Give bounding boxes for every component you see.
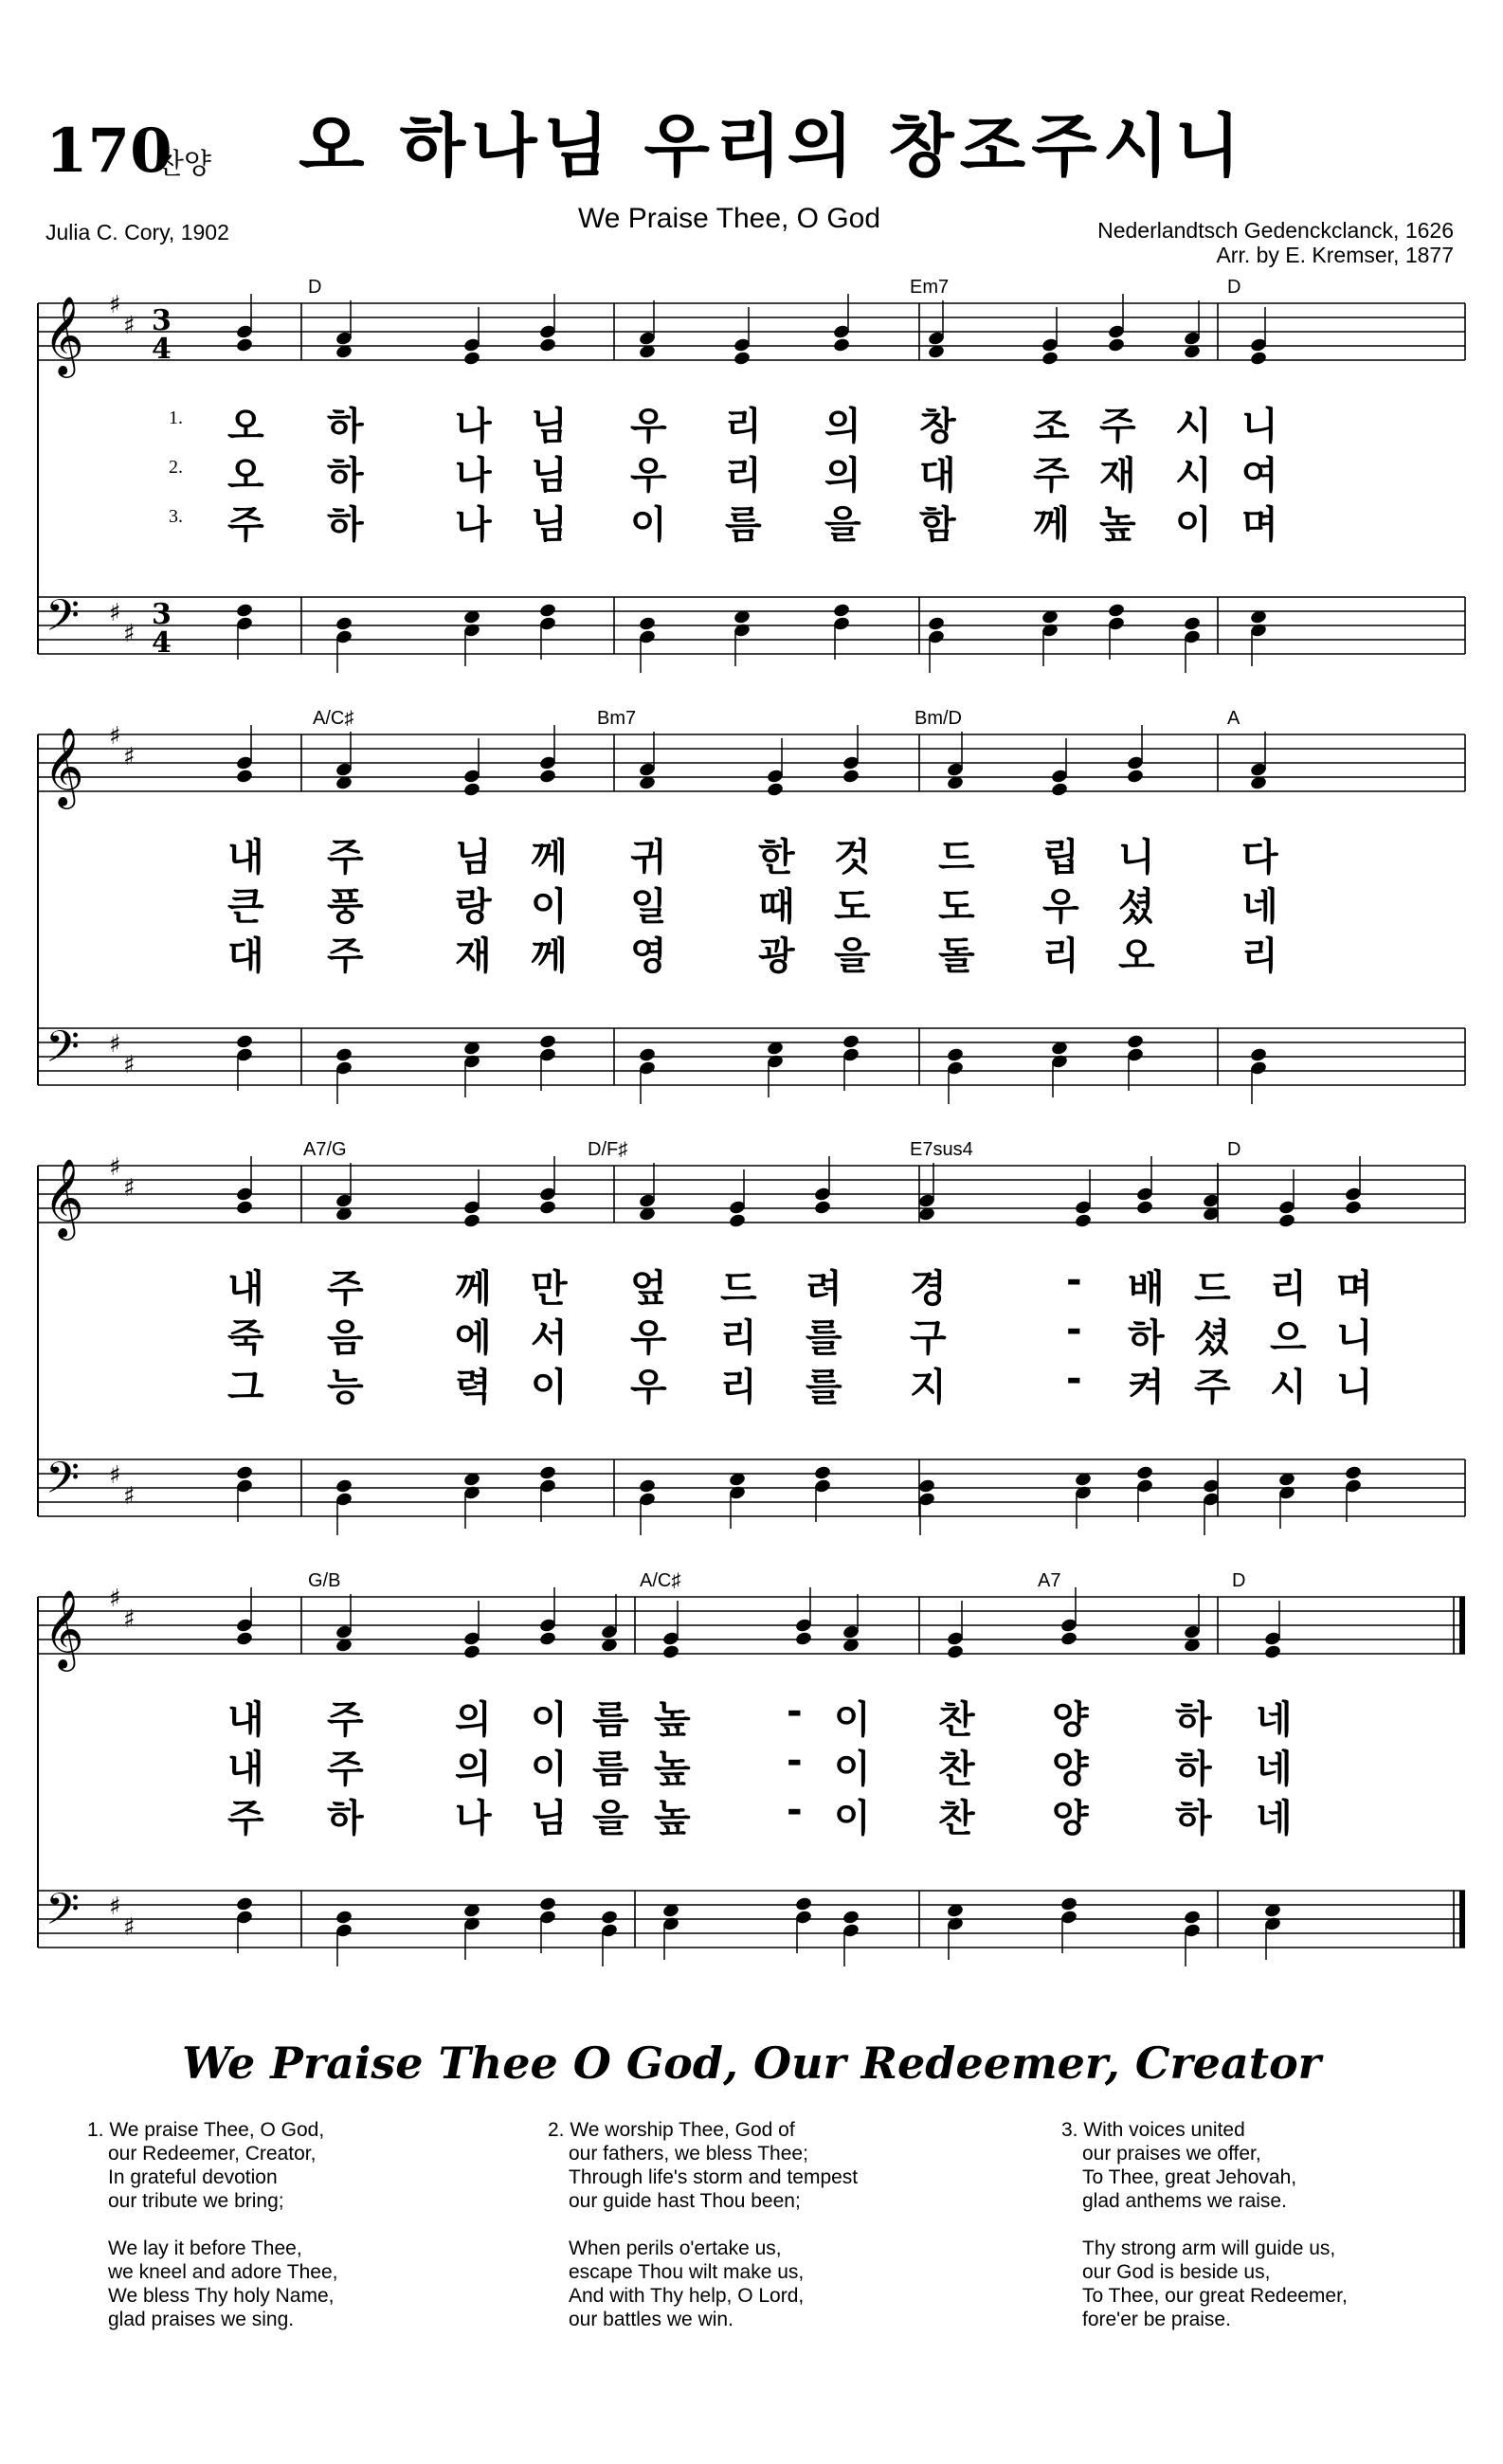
- verse-number: 2.: [169, 457, 183, 478]
- time-signature-denominator: 4: [152, 626, 172, 660]
- bass-clef-icon: 𝄢: [45, 1022, 81, 1083]
- lyric-syllable: 돌: [938, 934, 975, 978]
- bass-notehead: [832, 603, 850, 619]
- lyric-syllable: 하: [327, 405, 364, 448]
- lyric-syllable: 우: [630, 454, 667, 498]
- bass-notehead: [335, 1910, 353, 1926]
- bass-notehead: [1183, 616, 1201, 632]
- lyric-syllable: 의: [455, 1748, 492, 1791]
- lyric-syllable: 엎: [630, 1267, 667, 1311]
- lyric-syllable: 죽: [227, 1316, 264, 1360]
- lyric-syllable: 높: [1099, 503, 1136, 547]
- chord-symbol: G/B: [308, 1570, 341, 1591]
- bass-notehead: [600, 1910, 618, 1926]
- treble-notehead: [766, 782, 784, 798]
- bass-notehead: [638, 616, 656, 632]
- lyric-syllable: 께: [455, 1267, 492, 1311]
- treble-notehead: [1059, 1631, 1077, 1647]
- music-system-2: [0, 708, 1503, 1114]
- lyric-syllable: 경: [910, 1267, 947, 1311]
- stanza-spacer: [87, 2213, 337, 2237]
- chord-symbol: A: [1227, 708, 1240, 729]
- treble-notehead: [462, 782, 480, 798]
- sharp-icon: ♯: [109, 1585, 121, 1613]
- stanza-line: 1. We praise Thee, O God,: [87, 2119, 325, 2141]
- lyric-syllable: 높: [654, 1698, 691, 1742]
- lyric-syllable: 주: [227, 1797, 264, 1840]
- lyric-syllable: 주: [1099, 405, 1136, 448]
- treble-notehead: [235, 1200, 253, 1216]
- stanza-line: our praises we offer,: [1082, 2143, 1261, 2165]
- lyric-syllable: 대: [227, 934, 264, 978]
- lyric-syllable: -: [787, 1690, 803, 1733]
- lyric-syllable: -: [787, 1788, 803, 1832]
- lyric-syllable: 하: [1175, 1748, 1212, 1791]
- verse-number: 3.: [169, 506, 183, 527]
- sharp-icon: ♯: [123, 1913, 136, 1942]
- bass-notehead: [335, 1478, 353, 1495]
- treble-notehead: [1263, 1644, 1281, 1660]
- lyric-syllable: 오: [227, 454, 264, 498]
- lyric-syllable: 를: [806, 1316, 842, 1360]
- lyric-syllable: 께: [531, 934, 568, 978]
- lyric-syllable: 내: [227, 1267, 264, 1311]
- treble-notehead: [794, 1631, 812, 1647]
- lyric-syllable: 이: [834, 1748, 871, 1791]
- lyric-syllable: 에: [455, 1316, 492, 1360]
- bass-notehead: [1135, 1465, 1153, 1481]
- stanza-line: Through life's storm and tempest: [569, 2166, 859, 2188]
- bass-notehead: [946, 1047, 964, 1063]
- lyric-syllable: 의: [824, 405, 861, 448]
- bass-notehead: [813, 1465, 831, 1481]
- bass-notehead: [235, 1465, 253, 1481]
- lyric-syllable: 네: [1256, 1698, 1293, 1742]
- lyric-syllable: 나: [455, 454, 492, 498]
- stanza-line: When perils o'ertake us,: [569, 2238, 782, 2259]
- lyric-syllable: 귀: [630, 836, 667, 879]
- bass-notehead: [235, 1034, 253, 1050]
- bass-notehead: [638, 1047, 656, 1063]
- bass-notehead: [235, 603, 253, 619]
- lyric-syllable: 네: [1256, 1748, 1293, 1791]
- lyric-syllable: 이: [531, 1698, 568, 1742]
- stanza-line: we kneel and adore Thee,: [108, 2261, 338, 2283]
- treble-notehead: [1107, 337, 1125, 353]
- lyric-syllable: 나: [455, 405, 492, 448]
- lyric-syllable: 리: [1241, 934, 1278, 978]
- lyric-syllable: 하: [1175, 1698, 1212, 1742]
- sharp-icon: ♯: [123, 1605, 136, 1634]
- stanza-line: fore'er be praise.: [1082, 2309, 1231, 2330]
- bass-notehead: [538, 1465, 556, 1481]
- hymn-title-korean: 오 하나님 우리의 창조주시니: [299, 106, 1246, 186]
- stanza-line: our Redeemer, Creator,: [108, 2143, 317, 2165]
- sharp-icon: ♯: [123, 1051, 136, 1079]
- stanza-spacer: [1061, 2213, 1348, 2237]
- lyric-syllable: 양: [1052, 1797, 1089, 1840]
- music-system-1: [0, 277, 1503, 682]
- lyric-syllable: 만: [531, 1267, 568, 1311]
- lyric-syllable: 니: [1241, 405, 1278, 448]
- treble-notehead: [1074, 1213, 1092, 1229]
- stanza-line: 3. With voices united: [1061, 2119, 1245, 2141]
- treble-notehead: [1041, 351, 1059, 367]
- stanza-spacer: [548, 2213, 858, 2237]
- lyric-syllable: 이: [531, 1366, 568, 1409]
- treble-notehead: [1344, 1200, 1362, 1216]
- lyric-syllable: 그: [227, 1366, 264, 1409]
- chord-symbol: E7sus4: [910, 1139, 973, 1160]
- stanza-line: our God is beside us,: [1082, 2261, 1271, 2283]
- lyric-syllable: 며: [1336, 1267, 1373, 1311]
- treble-clef-icon: 𝄞: [44, 1157, 84, 1237]
- lyric-syllable: 하: [327, 454, 364, 498]
- bass-notehead: [927, 616, 945, 632]
- bass-notehead: [1107, 603, 1125, 619]
- lyric-syllable: 주: [327, 1748, 364, 1791]
- hymn-category-label: 찬양: [156, 148, 211, 181]
- treble-notehead: [842, 769, 860, 785]
- chord-symbol: D: [308, 277, 322, 298]
- treble-notehead: [462, 1644, 480, 1660]
- lyric-syllable: 드: [720, 1267, 757, 1311]
- time-signature-numerator: 3: [152, 304, 172, 337]
- lyric-syllable: -: [1066, 1308, 1082, 1351]
- bass-notehead: [917, 1478, 935, 1495]
- treble-notehead: [538, 769, 556, 785]
- lyric-syllable: 내: [227, 1748, 264, 1791]
- lyric-syllable: 한: [758, 836, 795, 879]
- lyric-syllable: 을: [834, 934, 871, 978]
- hymn-number: 170: [45, 116, 172, 187]
- lyric-syllable: 우: [1042, 885, 1079, 929]
- treble-clef-icon: 𝄞: [44, 1588, 84, 1668]
- lyricist-credit: Julia C. Cory, 1902: [45, 220, 229, 245]
- lyric-syllable: 주: [327, 836, 364, 879]
- lyric-syllable: 도: [938, 885, 975, 929]
- lyric-syllable: 네: [1256, 1797, 1293, 1840]
- sharp-icon: ♯: [109, 1030, 121, 1059]
- chord-symbol: A7: [1038, 1570, 1061, 1591]
- lyric-syllable: 주: [1033, 454, 1070, 498]
- lyric-syllable: 높: [654, 1797, 691, 1840]
- lyric-syllable: 리: [725, 405, 762, 448]
- lyric-syllable: 며: [1241, 503, 1278, 547]
- chord-symbol: A/C♯: [313, 708, 354, 729]
- bass-clef-icon: 𝄢: [45, 590, 81, 652]
- lyric-syllable: 주: [327, 1267, 364, 1311]
- sharp-icon: ♯: [109, 1153, 121, 1182]
- chord-symbol: D: [1227, 1139, 1241, 1160]
- lyric-syllable: 시: [1175, 454, 1212, 498]
- lyric-syllable: 하: [1128, 1316, 1165, 1360]
- stanza-line: glad anthems we raise.: [1082, 2190, 1287, 2212]
- sharp-icon: ♯: [123, 1174, 136, 1203]
- lyric-syllable: 내: [227, 1698, 264, 1742]
- lyric-syllable: 여: [1241, 454, 1278, 498]
- lyric-syllable: 큰: [227, 885, 264, 929]
- lyric-syllable: 재: [1099, 454, 1136, 498]
- lyric-syllable: 찬: [938, 1797, 975, 1840]
- chord-symbol: D: [1232, 1570, 1246, 1591]
- stanza-line: our guide hast Thou been;: [569, 2190, 801, 2212]
- treble-clef-icon: 𝄞: [44, 726, 84, 806]
- bass-notehead: [1183, 1910, 1201, 1926]
- lyric-syllable: 광: [758, 934, 795, 978]
- treble-notehead: [235, 337, 253, 353]
- lyric-syllable: 주: [327, 934, 364, 978]
- lyric-syllable: 으: [1270, 1316, 1307, 1360]
- stanza-line: In grateful devotion: [108, 2166, 278, 2188]
- lyric-syllable: 드: [1194, 1267, 1231, 1311]
- english-stanza-1: [87, 2118, 337, 2331]
- lyric-syllable: 주: [327, 1698, 364, 1742]
- lyric-syllable: 서: [531, 1316, 568, 1360]
- lyric-syllable: 함: [919, 503, 956, 547]
- stanza-line: We lay it before Thee,: [108, 2238, 302, 2259]
- lyric-syllable: 찬: [938, 1748, 975, 1791]
- lyric-syllable: 립: [1042, 836, 1079, 879]
- bass-notehead: [842, 1910, 860, 1926]
- lyric-syllable: 리: [1270, 1267, 1307, 1311]
- lyric-syllable: 이: [834, 1698, 871, 1742]
- english-stanza-2: [548, 2118, 858, 2331]
- treble-notehead: [946, 1644, 964, 1660]
- lyric-syllable: 찬: [938, 1698, 975, 1742]
- english-title: We Praise Thee O God, Our Redeemer, Creator: [182, 2038, 1321, 2089]
- sharp-icon: ♯: [109, 722, 121, 751]
- lyric-syllable: 의: [824, 454, 861, 498]
- lyric-syllable: 려: [806, 1267, 842, 1311]
- lyric-syllable: 이: [630, 503, 667, 547]
- sharp-icon: ♯: [109, 1893, 121, 1921]
- treble-notehead: [1050, 782, 1068, 798]
- chord-symbol: A7/G: [303, 1139, 347, 1160]
- lyric-syllable: 다: [1241, 836, 1278, 879]
- bass-notehead: [842, 1034, 860, 1050]
- chord-symbol: Bm7: [597, 708, 637, 729]
- lyric-syllable: 을: [592, 1797, 629, 1840]
- lyric-syllable: 셨: [1118, 885, 1155, 929]
- sharp-icon: ♯: [123, 312, 136, 340]
- chord-symbol: Em7: [910, 277, 950, 298]
- lyric-syllable: 이: [531, 885, 568, 929]
- stanza-line: 2. We worship Thee, God of: [548, 2119, 795, 2141]
- lyric-syllable: -: [1066, 1357, 1082, 1401]
- lyric-syllable: 이: [531, 1748, 568, 1791]
- treble-notehead: [832, 337, 850, 353]
- lyric-syllable: 하: [327, 1797, 364, 1840]
- lyric-syllable: 리: [725, 454, 762, 498]
- arranger: Arr. by E. Kremser, 1877: [1216, 243, 1454, 267]
- lyric-syllable: 하: [327, 503, 364, 547]
- lyric-syllable: 름: [592, 1698, 629, 1742]
- treble-notehead: [1249, 351, 1267, 367]
- treble-notehead: [462, 1213, 480, 1229]
- music-system-4: [0, 1570, 1503, 1976]
- lyric-syllable: 리: [720, 1366, 757, 1409]
- treble-notehead: [661, 1644, 679, 1660]
- verse-number: 1.: [169, 408, 183, 428]
- bass-notehead: [1059, 1896, 1077, 1912]
- sharp-icon: ♯: [123, 743, 136, 771]
- stanza-line: To Thee, great Jehovah,: [1082, 2166, 1297, 2188]
- lyric-syllable: 우: [630, 1366, 667, 1409]
- lyric-syllable: 주: [1194, 1366, 1231, 1409]
- treble-notehead: [538, 1200, 556, 1216]
- lyric-syllable: 일: [630, 885, 667, 929]
- lyric-syllable: 도: [834, 885, 871, 929]
- composer-credit: [1097, 218, 1454, 267]
- lyric-syllable: 니: [1118, 836, 1155, 879]
- treble-notehead: [235, 1631, 253, 1647]
- lyric-syllable: 님: [531, 503, 568, 547]
- chord-symbol: D/F♯: [588, 1139, 628, 1160]
- chord-symbol: D: [1227, 277, 1241, 298]
- lyric-syllable: 네: [1241, 885, 1278, 929]
- sharp-icon: ♯: [123, 1482, 136, 1511]
- lyric-syllable: 지: [910, 1366, 947, 1409]
- lyric-syllable: 높: [654, 1748, 691, 1791]
- lyric-syllable: 풍: [327, 885, 364, 929]
- stanza-line: glad praises we sing.: [108, 2309, 295, 2330]
- stanza-line: Thy strong arm will guide us,: [1082, 2238, 1336, 2259]
- lyric-syllable: 님: [531, 454, 568, 498]
- lyric-syllable: 창: [919, 405, 956, 448]
- treble-notehead: [235, 769, 253, 785]
- lyric-syllable: 께: [531, 836, 568, 879]
- treble-notehead: [1135, 1200, 1153, 1216]
- bass-notehead: [335, 1047, 353, 1063]
- treble-notehead: [733, 351, 751, 367]
- composer-source: Nederlandtsch Gedenckclanck, 1626: [1097, 218, 1454, 243]
- lyric-syllable: 대: [919, 454, 956, 498]
- time-signature-numerator: 3: [152, 598, 172, 631]
- lyric-syllable: 우: [630, 405, 667, 448]
- lyric-syllable: 양: [1052, 1748, 1089, 1791]
- lyric-syllable: 구: [910, 1316, 947, 1360]
- bass-notehead: [1344, 1465, 1362, 1481]
- lyric-syllable: 셨: [1194, 1316, 1231, 1360]
- lyric-syllable: 드: [938, 836, 975, 879]
- treble-notehead: [462, 351, 480, 367]
- treble-notehead: [728, 1213, 746, 1229]
- lyric-syllable: 영: [630, 934, 667, 978]
- lyric-syllable: 하: [1175, 1797, 1212, 1840]
- lyric-syllable: 이: [834, 1797, 871, 1840]
- bass-notehead: [235, 1896, 253, 1912]
- stanza-line: our battles we win.: [569, 2309, 733, 2330]
- sharp-icon: ♯: [109, 291, 121, 319]
- lyric-syllable: -: [787, 1739, 803, 1783]
- treble-notehead: [1277, 1213, 1295, 1229]
- lyric-syllable: -: [1066, 1259, 1082, 1302]
- lyric-syllable: 조: [1033, 405, 1070, 448]
- stanza-line: escape Thou wilt make us,: [569, 2261, 805, 2283]
- sharp-icon: ♯: [109, 1461, 121, 1490]
- chord-symbol: Bm/D: [914, 708, 962, 729]
- lyric-syllable: 나: [455, 1797, 492, 1840]
- lyric-syllable: 니: [1336, 1366, 1373, 1409]
- lyric-syllable: 을: [824, 503, 861, 547]
- treble-notehead: [538, 1631, 556, 1647]
- lyric-syllable: 오: [1118, 934, 1155, 978]
- bass-notehead: [538, 603, 556, 619]
- stanza-line: our fathers, we bless Thee;: [569, 2143, 808, 2165]
- lyric-syllable: 양: [1052, 1698, 1089, 1742]
- lyric-syllable: 름: [592, 1748, 629, 1791]
- lyric-syllable: 내: [227, 836, 264, 879]
- bass-notehead: [794, 1896, 812, 1912]
- sharp-icon: ♯: [123, 620, 136, 648]
- time-signature-denominator: 4: [152, 333, 172, 366]
- lyric-syllable: 님: [455, 836, 492, 879]
- bass-notehead: [1249, 1047, 1267, 1063]
- music-system-3: [0, 1139, 1503, 1545]
- lyric-syllable: 주: [227, 503, 264, 547]
- stanza-line: And with Thy help, O Lord,: [569, 2285, 805, 2307]
- treble-notehead: [1126, 769, 1144, 785]
- chord-symbol: A/C♯: [640, 1570, 681, 1591]
- lyric-syllable: 배: [1128, 1267, 1165, 1311]
- bass-notehead: [638, 1478, 656, 1495]
- bass-notehead: [538, 1896, 556, 1912]
- bass-clef-icon: 𝄢: [45, 1453, 81, 1514]
- lyric-syllable: 께: [1033, 503, 1070, 547]
- hymn-title-english: We Praise Thee, O God: [578, 203, 881, 234]
- english-stanza-3: [1061, 2118, 1348, 2331]
- lyric-syllable: 켜: [1128, 1366, 1165, 1409]
- lyric-syllable: 이: [1175, 503, 1212, 547]
- bass-clef-icon: 𝄢: [45, 1884, 81, 1946]
- lyric-syllable: 능: [327, 1366, 364, 1409]
- stanza-line: our tribute we bring;: [108, 2190, 284, 2212]
- lyric-syllable: 시: [1175, 405, 1212, 448]
- lyric-syllable: 니: [1336, 1316, 1373, 1360]
- lyric-syllable: 때: [758, 885, 795, 929]
- bass-notehead: [1126, 1034, 1144, 1050]
- bass-notehead: [538, 1034, 556, 1050]
- lyric-syllable: 랑: [455, 885, 492, 929]
- lyric-syllable: 력: [455, 1366, 492, 1409]
- lyric-syllable: 우: [630, 1316, 667, 1360]
- stanza-line: To Thee, our great Redeemer,: [1082, 2285, 1348, 2307]
- lyric-syllable: 리: [1042, 934, 1079, 978]
- lyric-syllable: 를: [806, 1366, 842, 1409]
- lyric-syllable: 음: [327, 1316, 364, 1360]
- lyric-syllable: 것: [834, 836, 871, 879]
- lyric-syllable: 님: [531, 1797, 568, 1840]
- treble-notehead: [538, 337, 556, 353]
- lyric-syllable: 시: [1270, 1366, 1307, 1409]
- lyric-syllable: 나: [455, 503, 492, 547]
- stanza-line: We bless Thy holy Name,: [108, 2285, 335, 2307]
- lyric-syllable: 의: [455, 1698, 492, 1742]
- bass-notehead: [335, 616, 353, 632]
- lyric-syllable: 님: [531, 405, 568, 448]
- lyric-syllable: 리: [720, 1316, 757, 1360]
- lyric-syllable: 재: [455, 934, 492, 978]
- treble-clef-icon: 𝄞: [44, 295, 84, 374]
- lyric-syllable: 오: [227, 405, 264, 448]
- lyric-syllable: 름: [725, 503, 762, 547]
- sharp-icon: ♯: [109, 599, 121, 627]
- treble-notehead: [813, 1200, 831, 1216]
